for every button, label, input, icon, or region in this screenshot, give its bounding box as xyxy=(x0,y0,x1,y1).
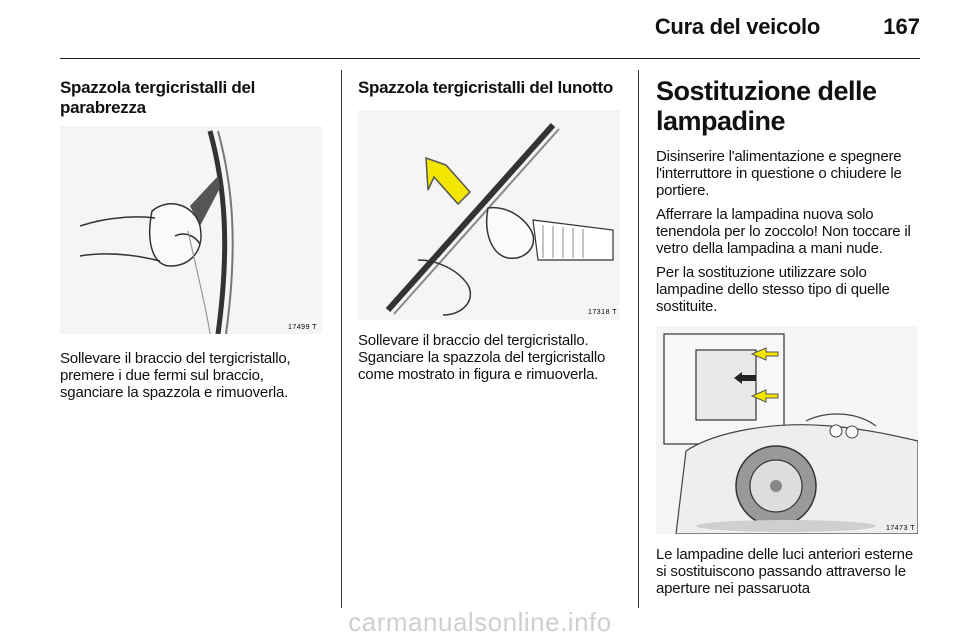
running-header-title: Cura del veicolo xyxy=(654,14,820,39)
instruction-windscreen-wiper: Sollevare il braccio del tergicristallo, premere i due fermi sul braccio, sganciare la spazzola e rimuoverla. xyxy=(60,350,291,401)
page-number: 167 xyxy=(883,14,920,39)
column-divider xyxy=(341,70,342,608)
figure-windscreen-wiper xyxy=(60,126,322,334)
section-heading-rear-wiper: Spazzola tergicristalli del lunotto xyxy=(358,78,613,97)
section-heading-bulb-replacement: Sostituzione delle lampadine xyxy=(656,76,877,136)
instruction-rear-wiper: Sollevare il braccio del tergicristallo. Sganciare la spazzola del tergicristallo come mostrato in figura e rimuoverla. xyxy=(358,332,606,383)
wiper-blade-illustration xyxy=(60,126,322,334)
watermark: carmanualsonline.info xyxy=(348,607,612,637)
rear-wiper-illustration xyxy=(358,110,620,320)
figure-code: 17499 T xyxy=(288,324,318,331)
header-divider xyxy=(60,58,920,59)
figure-code: 17473 T xyxy=(886,525,916,532)
paragraph-hold-bulb: Afferrare la lampadina nuova solo tenendola per lo zoccolo! Non toccare il vetro della lampadina a mani nude. xyxy=(656,206,911,257)
figure-bulb-access xyxy=(656,326,918,534)
section-heading-windscreen-wiper: Spazzola tergicristalli del parabrezza xyxy=(60,78,256,117)
paragraph-switch-off: Disinserire l'alimentazione e spegnere l'interruttore in questione o chiudere le portiere. xyxy=(656,148,902,199)
figure-code: 17318 T xyxy=(588,309,618,316)
figure-rear-wiper xyxy=(358,110,620,320)
column-divider xyxy=(638,70,639,608)
paragraph-same-type: Per la sostituzione utilizzare solo lampadine dello stesso tipo di quelle sostituite. xyxy=(656,264,890,315)
car-wheel-arch-illustration xyxy=(656,326,918,534)
paragraph-front-lights: Le lampadine delle luci anteriori esterne si sostituiscono passando attraverso le aperture nei passaruota xyxy=(656,546,913,597)
